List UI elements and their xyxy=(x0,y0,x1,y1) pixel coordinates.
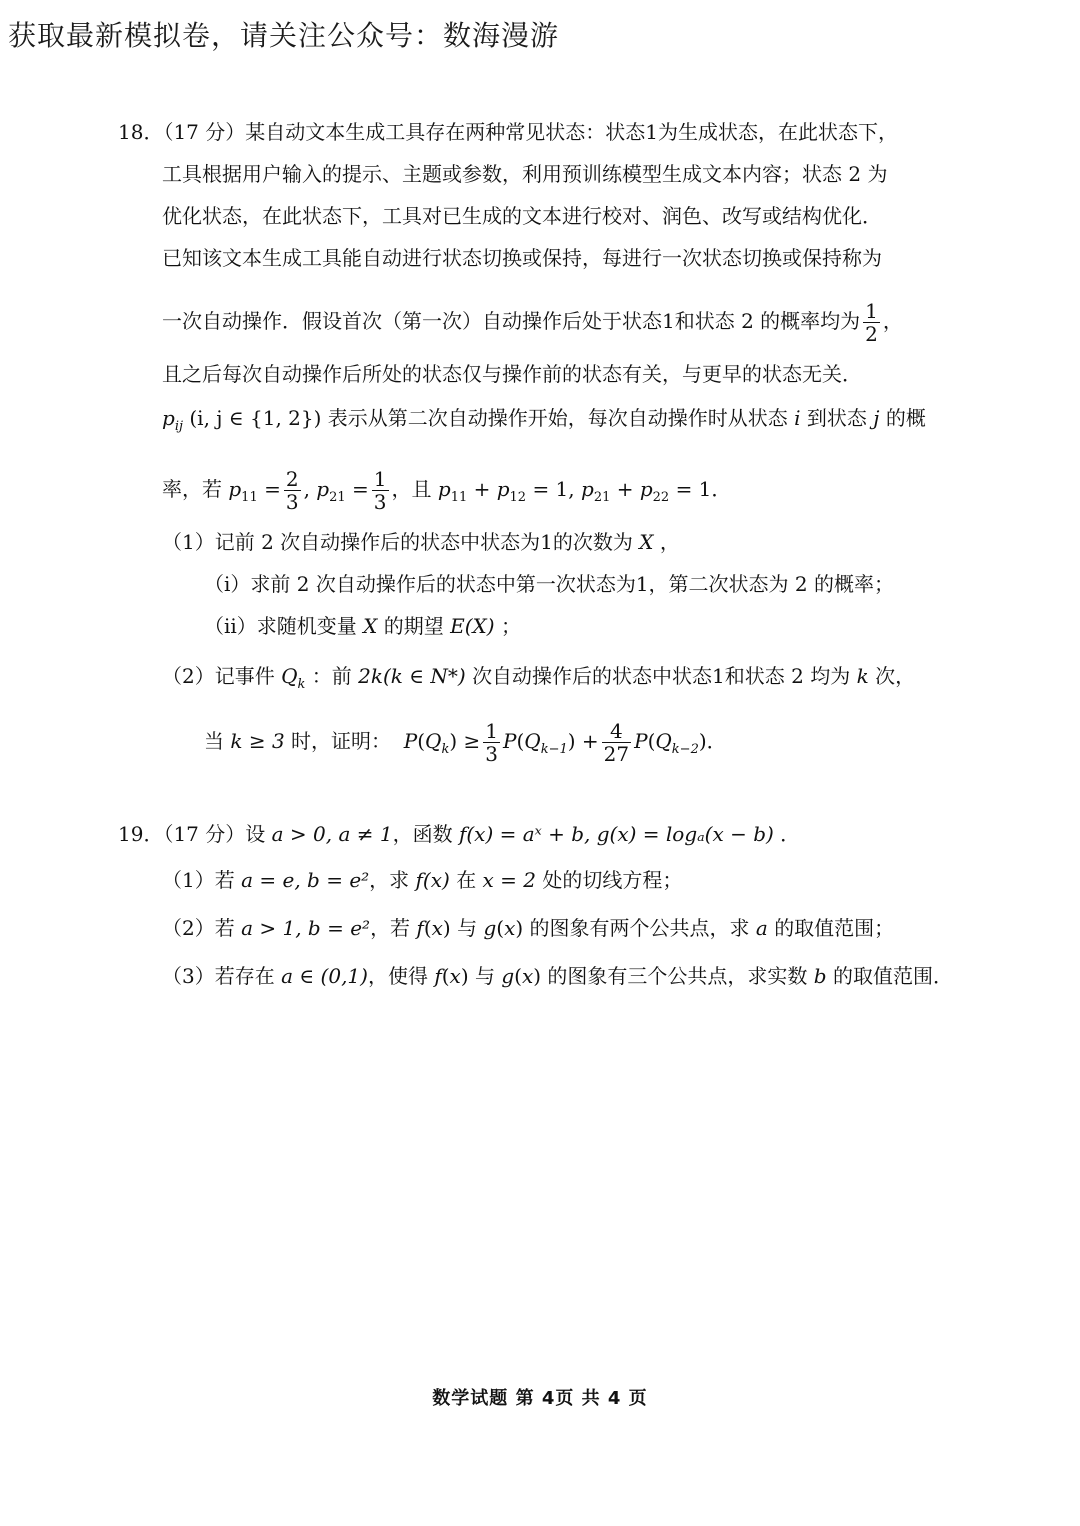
q18-line-3: 优化状态，在此状态下，工具对已生成的文本进行校对、润色、改写或结构优化． xyxy=(162,204,882,228)
q19-intro: 19．（17 分）设 a > 0, a ≠ 1，函数 f(x) = aˣ + b, g(x) = logₐ(x − b) ． xyxy=(118,822,801,846)
q18-line-6: 且之后每次自动操作后所处的状态仅与操作前的状态有关，与更早的状态无关． xyxy=(162,362,862,386)
fraction-four-27: $\frac{4}{27}$ xyxy=(603,719,630,766)
q18-part-2: （2）记事件 $Q_k$ ：前 2k(k ∈ N*) 次自动操作后的状态中状态1和状态 2 均为 k 次， xyxy=(162,664,916,692)
q18-number: 18． xyxy=(118,120,164,144)
q18-line-1: 18．（17 分）某自动文本生成工具存在两种常见状态：状态1为生成状态，在此状态下， xyxy=(118,120,898,144)
q18-part-2-proof: 当 k ≥ 3 时，证明： $P(Q_k)$ ≥ $\frac{1}{3}$ $P(Q_{k-1})$ + $\frac{4}{27}$ $P(Q_{k-2})$． xyxy=(204,719,727,766)
q18-line-8: 率，若 $p_{11}$ = $\frac{2}{3}$ , $p_{21}$ = $\frac{1}{3}$ ，且 $p_{11} + p_{12} = 1$, $p_{21} + p_{22} = 1$． xyxy=(162,467,732,514)
q19-part-1: （1）若 a = e, b = e²，求 f(x) 在 x = 2 处的切线方程； xyxy=(162,868,683,892)
q18-part-1: （1）记前 2 次自动操作后的状态中状态为1的次数为 X ， xyxy=(162,530,680,554)
q19-part-2: （2）若 a > 1, b = e²，若 f(x) 与 g(x) 的图象有两个公共点，求 a 的取值范围； xyxy=(162,916,895,940)
q19-part-3: （3）若存在 a ∈ (0,1)，使得 f(x) 与 g(x) 的图象有三个公共点，求实数 b 的取值范围． xyxy=(162,964,953,988)
page-footer: 数学试题 第 4页 共 4 页 xyxy=(432,1388,648,1409)
q19-score: （17 分） xyxy=(163,822,246,846)
fraction-p21: $\frac{1}{3}$ xyxy=(373,467,387,514)
q18-line-5: 一次自动操作．假设首次（第一次）自动操作后处于状态1和状态 2 的概率均为 $\frac{1}{2}$ ， xyxy=(162,299,903,346)
fraction-half: $\frac{1}{2}$ xyxy=(865,299,878,346)
q18-part-1-i: （i）求前 2 次自动操作后的状态中第一次状态为1，第二次状态为 2 的概率； xyxy=(204,572,894,596)
q18-score: （17 分） xyxy=(163,120,246,144)
q18-part-1-ii: （ii）求随机变量 X 的期望 E(X) ； xyxy=(204,614,521,638)
fraction-p11: $\frac{2}{3}$ xyxy=(285,467,299,514)
q18-line-2: 工具根据用户输入的提示、主题或参数，利用预训练模型生成文本内容；状态 2 为 xyxy=(162,162,888,186)
q18-line-4: 已知该文本生成工具能自动进行状态切换或保持，每进行一次状态切换或保持称为 xyxy=(162,246,882,270)
fraction-one-third: $\frac{1}{3}$ xyxy=(485,719,498,766)
watermark-text: 获取最新模拟卷，请关注公众号：数海漫游 xyxy=(8,19,560,52)
q18-line-7: $p_{ij}$ (i, j ∈ {1, 2}) 表示从第二次自动操作开始，每次自动操作时从状态 i 到状态 j 的概 xyxy=(162,406,926,434)
q19-number: 19． xyxy=(118,822,164,846)
